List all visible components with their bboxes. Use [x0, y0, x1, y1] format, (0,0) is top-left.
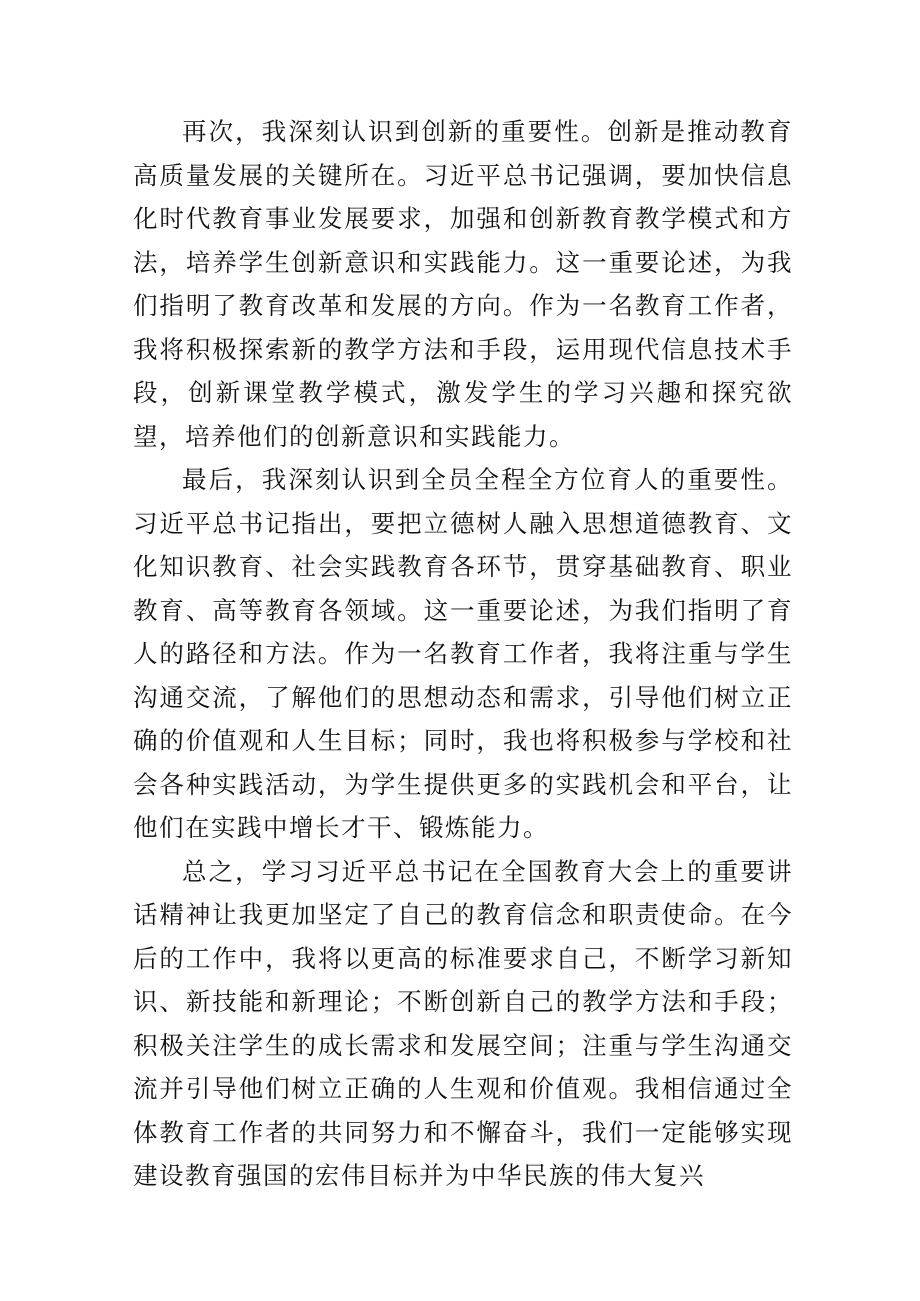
paragraph-innovation: 再次，我深刻认识到创新的重要性。创新是推动教育高质量发展的关键所在。习近平总书记强调，要加快信息化时代教育事业发展要求，加强和创新教育教学模式和方法，培养学生创新意识和实践能力。这一重要论述，为我们指明了教育改革和发展的方向。作为一名教育工作者，我将积极探索新的教学方法和手段，运用现代信息技术手段，创新课堂教学模式，激发学生的学习兴趣和探究欲望，培养他们的创新意识和实践能力。 [133, 117, 793, 451]
document-body [133, 110, 793, 1198]
paragraph-conclusion: 总之，学习习近平总书记在全国教育大会上的重要讲话精神让我更加坚定了自己的教育信念和职责使命。在今后的工作中，我将以更高的标准要求自己，不断学习新知识、新技能和新理论；不断创新自己的教学方法和手段；积极关注学生的成长需求和发展空间；注重与学生沟通交流并引导他们树立正确的人生观和价值观。我相信通过全体教育工作者的共同努力和不懈奋斗，我们一定能够实现建设教育强国的宏伟目标并为中华民族的伟大复兴 [133, 856, 793, 1190]
paragraph-holistic-education: 最后，我深刻认识到全员全程全方位育人的重要性。习近平总书记指出，要把立德树人融入思想道德教育、文化知识教育、社会实践教育各环节，贯穿基础教育、职业教育、高等教育各领域。这一重要论述，为我们指明了育人的路径和方法。作为一名教育工作者，我将注重与学生沟通交流，了解他们的思想动态和需求，引导他们树立正确的价值观和人生目标；同时，我也将积极参与学校和社会各种实践活动，为学生提供更多的实践机会和平台，让他们在实践中增长才干、锻炼能力。 [133, 465, 793, 842]
